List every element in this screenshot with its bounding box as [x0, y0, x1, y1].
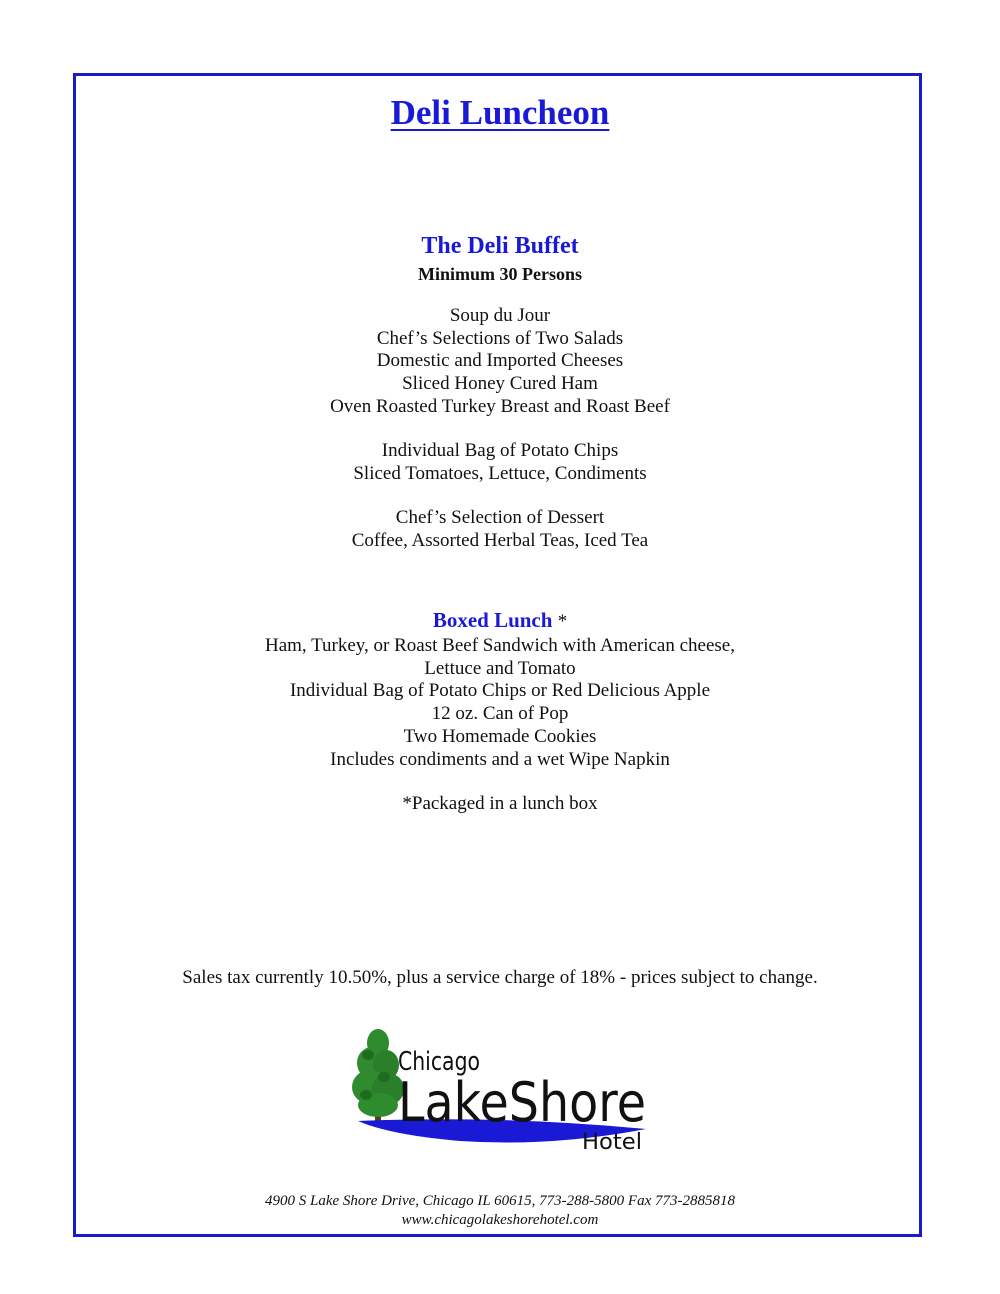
deli-buffet-minimum: Minimum 30 Persons	[418, 264, 582, 284]
menu-item: Coffee, Assorted Herbal Teas, Iced Tea	[351, 529, 649, 551]
boxed-lunch-marker: *	[557, 611, 568, 632]
deli-buffet-group-2	[0, 440, 1000, 485]
hotel-logo	[350, 1025, 650, 1155]
menu-item: Two Homemade Cookies	[403, 725, 597, 747]
menu-item: Domestic and Imported Cheeses	[376, 350, 624, 372]
footer-website: www.chicagolakeshorehotel.com	[401, 1212, 599, 1228]
menu-item: Sliced Honey Cured Ham	[402, 373, 598, 395]
logo-line-2: LakeShore	[398, 1071, 646, 1134]
deli-buffet-heading: The Deli Buffet	[421, 233, 579, 259]
boxed-lunch-title: Boxed Lunch	[432, 608, 553, 632]
menu-item: Oven Roasted Turkey Breast and Roast Beef	[330, 395, 670, 417]
menu-item: Individual Bag of Potato Chips	[381, 440, 619, 461]
menu-item: Lettuce and Tomato	[424, 657, 576, 679]
menu-item: 12 oz. Can of Pop	[431, 703, 569, 725]
menu-item: Soup du Jour	[449, 305, 551, 326]
logo-line-3: Hotel	[582, 1130, 642, 1155]
tree-icon	[352, 1029, 404, 1123]
deli-buffet-group-1	[0, 305, 1000, 419]
menu-item: Chef’s Selections of Two Salads	[376, 327, 624, 349]
boxed-lunch-items	[0, 635, 1000, 771]
page-title: Deli Luncheon	[390, 93, 610, 132]
menu-item: Sliced Tomatoes, Lettuce, Condiments	[353, 462, 647, 484]
menu-item: Includes condiments and a wet Wipe Napkin	[330, 748, 670, 770]
deli-buffet-group-3	[0, 507, 1000, 552]
footer-address: 4900 S Lake Shore Drive, Chicago IL 60615, 773-288-5800 Fax 773-2885818	[265, 1193, 735, 1209]
menu-item: Individual Bag of Potato Chips or Red Delicious Apple	[289, 680, 711, 702]
logo-line-1: Chicago	[398, 1047, 480, 1077]
tax-note: Sales tax currently 10.50%, plus a service charge of 18% - prices subject to change.	[182, 967, 818, 988]
menu-item: Ham, Turkey, or Roast Beef Sandwich with American cheese,	[265, 635, 735, 656]
footer	[0, 1192, 1000, 1230]
boxed-lunch-footnote: *Packaged in a lunch box	[402, 793, 598, 814]
boxed-lunch-heading	[0, 608, 1000, 633]
menu-item: Chef’s Selection of Dessert	[395, 507, 605, 528]
